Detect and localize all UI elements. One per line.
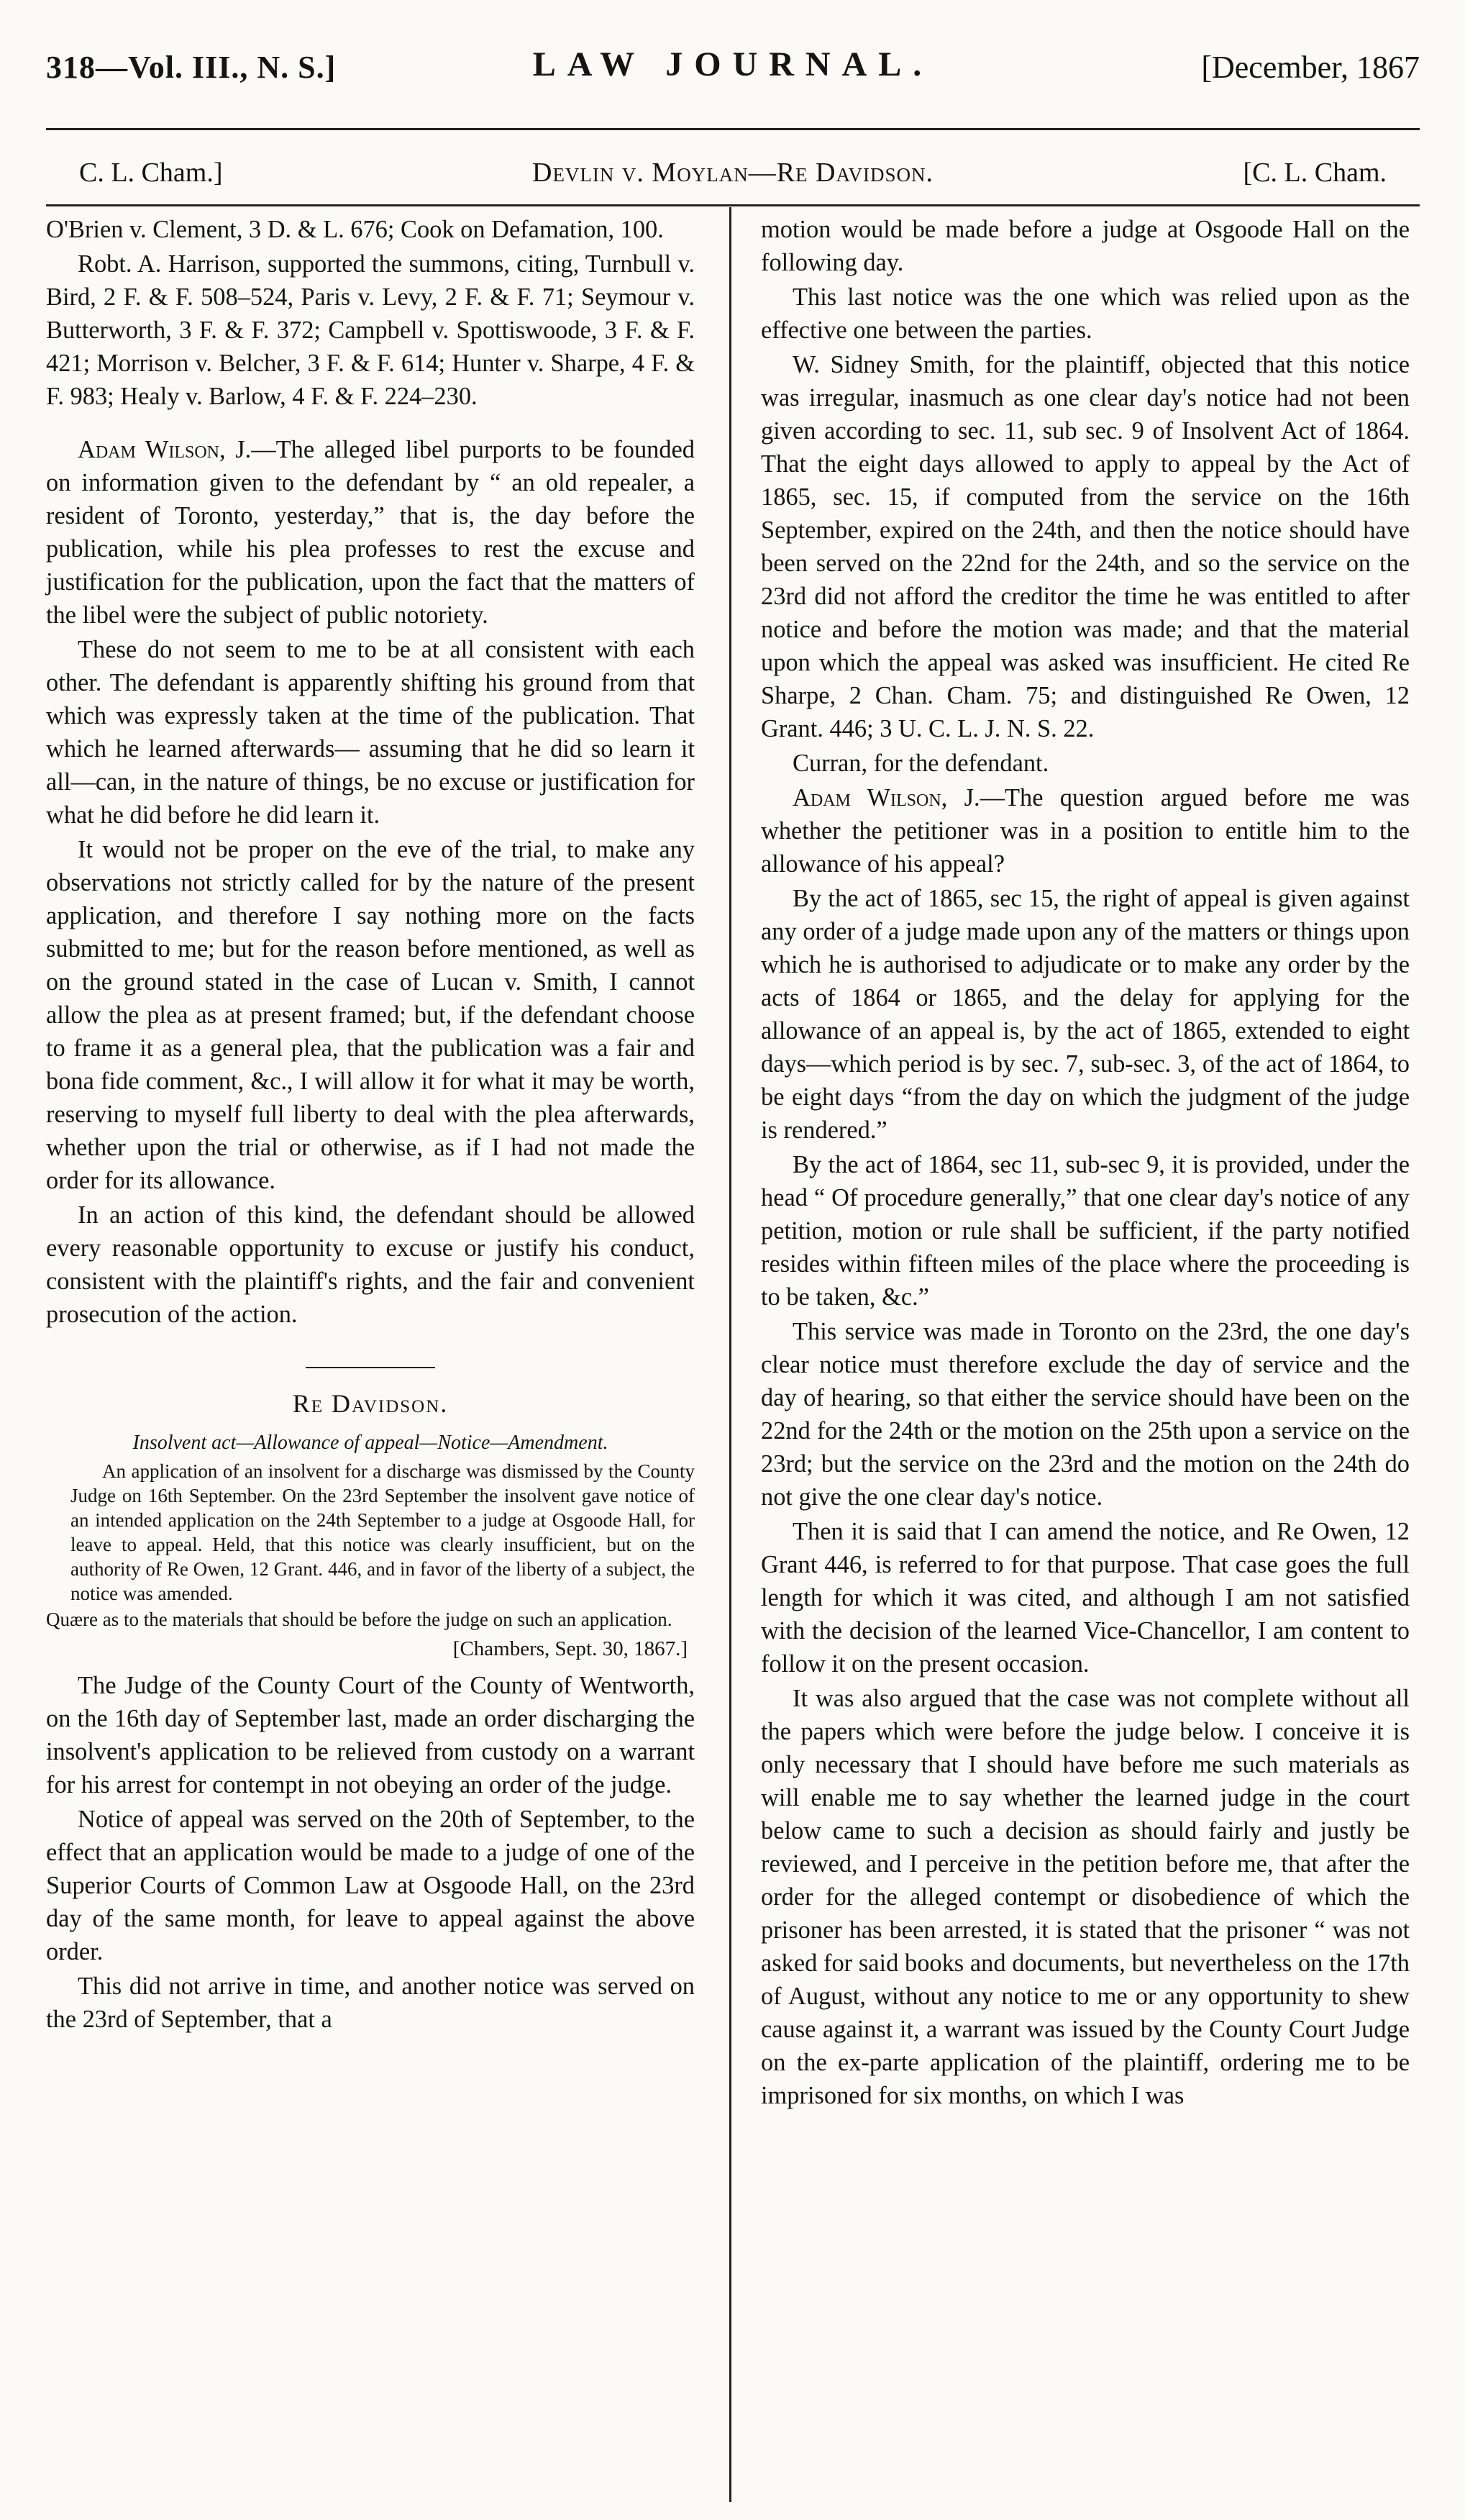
body-paragraph: By the act of 1864, sec 11, sub-sec 9, it is provided, under the head “ Of procedure generally,” that one clear day's notice of any petition, motion or rule shall be sufficient, if the party notified resides within fifteen miles of the place where the proceeding is to be taken, &c.” [761,1151,1410,1311]
body-paragraph: W. Sidney Smith, for the plaintiff, objected that this notice was irregular, inasmuch as one clear day's notice had not been given according to sec. 11, sub sec. 9 of Insolvent Act of 1864. That the eight days allowed to apply to appeal by the Act of 1865, sec. 15, if computed from the service on the 16th September, expired on the 24th, and then the notice should have been served on the 22nd for the 24th, and so the service on the 23rd did not afford the creditor the time he was entitled to after notice and before the motion was made; and that the material upon which the appeal was asked was insufficient. He cited Re Sharpe, 2 Chan. Cham. 75; and distinguished Re Owen, 12 Grant. 446; 3 U. C. L. J. N. S. 22. [761,351,1410,742]
judgment-paragraph: Adam Wilson, J.—The question argued before me was whether the petitioner was in a position to entitle him to the allowance of his appeal? [761,784,1410,878]
column-divider [729,207,731,2502]
court-right: [C. L. Cham. [1243,158,1387,188]
body-paragraph: This last notice was the one which was relied upon as the effective one between the parties. [761,283,1410,344]
right-column [761,213,1410,2112]
case-title: Re Davidson. [292,1389,449,1418]
body-paragraph: This service was made in Toronto on the 23rd, the one day's clear notice must therefore exclude the day of service and the day of hearing, so that either the service should have been on the 22nd for the 24th or the motion on the 25th upon a service on the 23rd; but the service on the 23rd and the motion on the 24th do not give the one clear day's notice. [761,1318,1410,1511]
body-paragraph: Notice of appeal was served on the 20th of September, to the effect that an application would be made to a judge of one of the Superior Courts of Common Law at Osgoode Hall, on the 23rd day of the same month, for leave to appeal against the above order. [46,1806,695,1965]
judge-name: Adam Wilson, J. [793,784,980,811]
case-header [46,141,1420,199]
case-names: Devlin v. Moylan—Re Davidson. [532,158,934,188]
headnote-query: Quære as to the materials that should be before the judge on such an application. [46,1609,672,1630]
top-rule [46,128,1420,130]
body-paragraph: The Judge of the County Court of the County of Wentworth, on the 16th day of September last, made an order discharging the insolvent's application to be relieved from custody on a warrant for his arrest for contempt in not obeying an order of the judge. [46,1672,695,1798]
journal-title: LAW JOURNAL. [532,45,934,83]
page-and-volume: 318—Vol. III., N. S.] [46,50,337,85]
judge-name: Adam Wilson, J. [78,436,252,463]
header-rule [46,204,1420,206]
body-paragraph: These do not seem to me to be at all consistent with each other. The defendant is apparently shifting his ground from that which was expressly taken at the time of the publication. That which he learned afterwards— assuming that he did so learn it all—can, in the nature of things, be no excuse or justification for what he did before he did learn it. [46,636,695,829]
headnote: An application of an insolvent for a discharge was dismissed by the County Judge on 16th September. On the 23rd September the insolvent gave notice of an intended application on the 24th September to a judge at Osgoode Hall, for leave to appeal. Held, that this notice was clearly insufficient, but on the authority of Re Owen, 12 Grant. 446, and in favor of the liberty of a subject, the notice was amended. [70,1460,695,1604]
headnote-title: Insolvent act—Allowance of appeal—Notice—Amendment. [132,1432,608,1454]
journal-page [46,20,1420,2502]
left-column [46,213,695,2036]
argument-paragraph: Robt. A. Harrison, supported the summons, citing, Turnbull v. Bird, 2 F. & F. 508–524, Paris v. Levy, 2 F. & F. 71; Seymour v. Butterworth, 3 F. & F. 372; Campbell v. Spottiswoode, 3 F. & F. 421; Morrison v. Belcher, 3 F. & F. 614; Hunter v. Sharpe, 4 F. & F. 983; Healy v. Barlow, 4 F. & F. 224–230. [46,250,695,410]
body-paragraph: Then it is said that I can amend the notice, and Re Owen, 12 Grant 446, is referred to for that purpose. That case goes the full length for which it was cited, and although I am not satisfied with the decision of the learned Vice-Chancellor, I am content to follow it on the present occasion. [761,1518,1410,1678]
body-paragraph: In an action of this kind, the defendant should be allowed every reasonable opportunity to excuse or justify his conduct, consistent with the plaintiff's rights, and the fair and convenient prosecution of the action. [46,1201,695,1328]
running-head [46,36,1420,101]
court-date: [Chambers, Sept. 30, 1867.] [452,1637,688,1660]
body-paragraph: It was also argued that the case was not complete without all the papers which were before the judge below. I conceive it is only necessary that I should have before me such materials as will enable me to say whether the learned judge in the court below came to such a decision as should fairly and justly be reviewed, and I perceive in the petition before me, that after the order for the alleged contempt or disobedience of which the prisoner has been arrested, it is stated that the prisoner “ was not asked for said books and documents, but nevertheless on the 17th of August, without any notice to me or any opportunity to shew cause against it, a warrant was issued by the County Court Judge on the ex-parte application of the plaintiff, ordering me to be imprisoned for six months, on which I was [761,1685,1410,2109]
body-paragraph: Curran, for the defendant. [793,750,1049,777]
judgment-paragraph: Adam Wilson, J.—The alleged libel purports to be founded on information given to the defendant by “ an old repealer, a resident of Toronto, yesterday,” that is, the day before the publication, while his plea professes to rest the excuse and justification for the publication, upon the fact that the matters of the libel were the subject of public notoriety. [46,436,695,629]
body-paragraph: By the act of 1865, sec 15, the right of appeal is given against any order of a judge made upon any of the matters or things upon which he is authorised to adjudicate or to make any order by the acts of 1864 or 1865, and the delay for applying for the allowance of an appeal is, by the act of 1865, extended to eight days—which period is by sec. 7, sub-sec. 3, of the act of 1864, to be eight days “from the day on which the judgment of the judge is rendered.” [761,885,1410,1144]
section-separator [306,1367,435,1368]
issue-date: [December, 1867 [1201,50,1420,85]
body-paragraph: This did not arrive in time, and another notice was served on the 23rd of September, that a [46,1973,695,2033]
body-paragraph: motion would be made before a judge at Osgoode Hall on the following day. [761,216,1410,276]
body-paragraph: It would not be proper on the eve of the trial, to make any observations not strictly called for by the nature of the present application, and therefore I say nothing more on the facts submitted to me; but for the reason before mentioned, as well as on the ground stated in the case of Lucan v. Smith, I cannot allow the plea as at present framed; but, if the defendant choose to frame it as a general plea, that the publication was a fair and bona fide comment, &c., I will allow it for what it may be worth, reserving to myself full liberty to deal with the plea afterwards, whether upon the trial or otherwise, as if I had not made the order for its allowance. [46,836,695,1194]
court-left: C. L. Cham.] [79,158,223,188]
citations-paragraph: O'Brien v. Clement, 3 D. & L. 676; Cook on Defamation, 100. [46,216,664,243]
